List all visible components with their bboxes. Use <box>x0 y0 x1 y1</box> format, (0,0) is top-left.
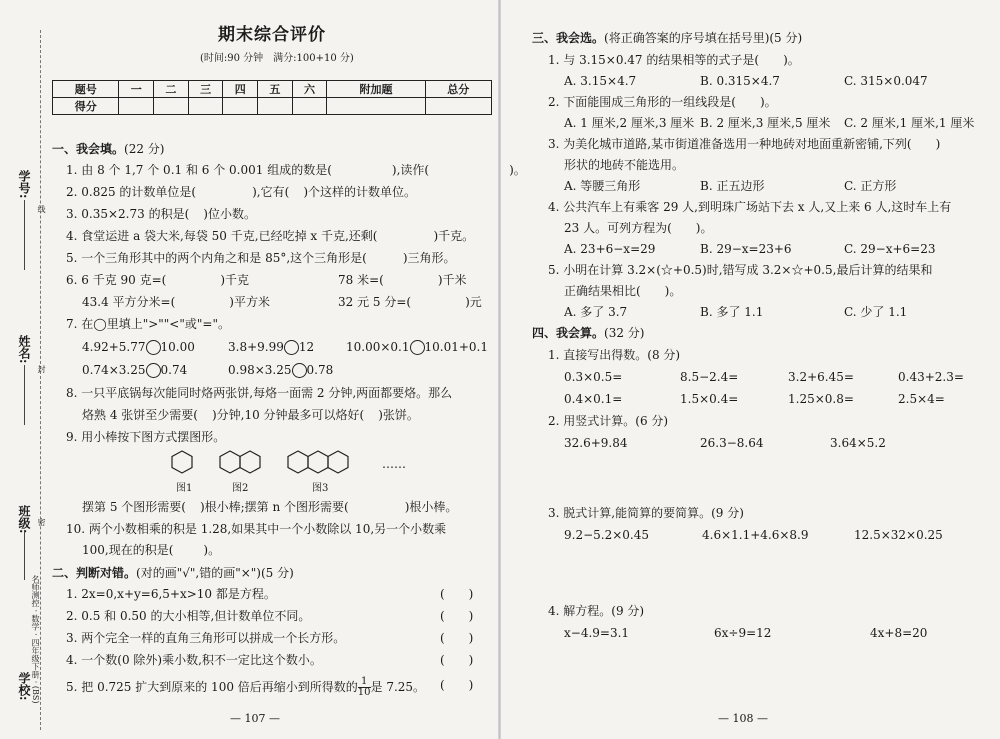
judge-q5: 5. 把 0.725 扩大到原来的 100 倍后再缩小到所得数的 $\frac{1}{10}$ 是 7.25。 <box>66 676 426 698</box>
figure-3-label: 图3 <box>312 483 329 494</box>
score-input[interactable] <box>292 98 327 115</box>
score-cell: 总分 <box>425 81 491 98</box>
fill-q6-1: 6. 6 千克 90 克=( )千克 <box>66 273 250 287</box>
choice-option[interactable]: C. 315×0.047 <box>844 74 928 88</box>
score-input[interactable] <box>154 98 189 115</box>
page-number: — 108 — <box>718 712 768 725</box>
judge-q3: 3. 两个完全一样的直角三角形可以拼成一个长方形。 <box>66 631 346 645</box>
page-subtitle: (时间:90 分钟 满分:100+10 分) <box>200 53 354 64</box>
choice-q4-line2: 23 人。可列方程为( )。 <box>564 221 713 235</box>
compare-circle[interactable] <box>292 363 307 378</box>
choice-option[interactable]: C. 正方形 <box>844 179 897 193</box>
choice-option[interactable]: A. 23+6−x=29 <box>564 242 656 256</box>
hexagon-shape <box>220 451 240 473</box>
score-table-score-row <box>53 98 492 115</box>
choice-q3-line2: 形状的地砖不能选用。 <box>564 158 685 172</box>
choice-q5-line2: 正确结果相比( )。 <box>564 284 682 298</box>
score-input[interactable] <box>223 98 258 115</box>
judge-answer-paren[interactable]: ( ) <box>440 631 474 645</box>
fill-q4: 4. 食堂运进 a 袋大米,每袋 50 千克,已经吃掉 x 千克,还剩( )千克。 <box>66 229 475 243</box>
section-2-heading: 二、判断对错。(对的画"√",错的画"×")(5 分) <box>52 566 294 580</box>
score-cell: 一 <box>119 81 154 98</box>
compare-circle[interactable] <box>146 363 161 378</box>
school-label: 学校: <box>17 672 31 701</box>
oral-calc-item: 0.43+2.3= <box>898 370 964 384</box>
fill-q9-answer: 摆第 5 个图形需要( )根小棒;摆第 n 个图形需要( )根小棒。 <box>82 500 458 514</box>
calc-part-2-heading: 2. 用竖式计算。(6 分) <box>548 414 669 428</box>
choice-option[interactable]: B. 2 厘米,3 厘米,5 厘米 <box>700 116 831 130</box>
vertical-calc-item: 3.64×5.2 <box>830 436 886 450</box>
fill-q9: 9. 用小棒按下图方式摆图形。 <box>66 430 226 444</box>
page-title: 期末综合评价 <box>218 25 326 45</box>
score-input[interactable] <box>188 98 223 115</box>
section-4-heading: 四、我会算。(32 分) <box>532 326 645 340</box>
score-cell: 四 <box>223 81 258 98</box>
fill-q10-line2: 100,现在的积是( )。 <box>82 543 221 557</box>
compare-circle[interactable] <box>146 340 161 355</box>
fill-q3: 3. 0.35×2.73 的积是( )位小数。 <box>66 207 256 221</box>
score-input[interactable] <box>119 98 154 115</box>
fill-q6-3: 43.4 平方分米=( )平方米 <box>82 295 270 309</box>
choice-option[interactable]: B. 正五边形 <box>700 179 765 193</box>
oral-calc-item: 1.25×0.8= <box>788 392 854 406</box>
judge-q4: 4. 一个数(0 除外)乘小数,积不一定比这个数小。 <box>66 653 322 667</box>
score-cell: 三 <box>188 81 223 98</box>
oral-calc-item: 0.3×0.5= <box>564 370 623 384</box>
oral-calc-item: 8.5−2.4= <box>680 370 739 384</box>
fill-q7: 7. 在◯里填上">""<"或"="。 <box>66 317 230 331</box>
choice-option[interactable]: A. 1 厘米,2 厘米,3 厘米 <box>564 116 695 130</box>
compare-item: 10.00×0.1 10.01+0.1 <box>346 340 488 354</box>
name-line <box>24 365 25 425</box>
page-number: — 107 — <box>230 712 280 725</box>
student-id-line <box>24 200 25 270</box>
judge-answer-paren[interactable]: ( ) <box>440 587 474 601</box>
fill-q8-line2: 烙熟 4 张饼至少需要( )分钟,10 分钟最多可以烙好( )张饼。 <box>82 408 419 422</box>
cut-mark-secret: 密 <box>37 518 46 526</box>
cut-mark-line: 线 <box>37 205 46 213</box>
score-table-header-row <box>53 81 492 98</box>
vertical-calc-item: 32.6+9.84 <box>564 436 628 450</box>
cut-mark-seal: 封 <box>37 365 46 373</box>
judge-answer-paren[interactable]: ( ) <box>440 678 474 692</box>
student-id-label: 学号: <box>17 170 31 199</box>
score-cell: 得分 <box>53 98 119 115</box>
score-cell: 题号 <box>53 81 119 98</box>
hexagon-figures <box>165 447 365 483</box>
score-cell: 二 <box>154 81 189 98</box>
choice-option[interactable]: B. 0.315×4.7 <box>700 74 780 88</box>
score-input[interactable] <box>425 98 491 115</box>
hexagon-shape <box>240 451 260 473</box>
calc-part-4-heading: 4. 解方程。(9 分) <box>548 604 645 618</box>
oral-calc-item: 2.5×4= <box>898 392 945 406</box>
oral-calc-item: 0.4×0.1= <box>564 392 623 406</box>
judge-answer-paren[interactable]: ( ) <box>440 609 474 623</box>
fill-q6-4: 32 元 5 分=( )元 <box>338 295 482 309</box>
calc-part-1-heading: 1. 直接写出得数。(8 分) <box>548 348 681 362</box>
choice-option[interactable]: C. 2 厘米,1 厘米,1 厘米 <box>844 116 975 130</box>
section-3-heading: 三、我会选。(将正确答案的序号填在括号里)(5 分) <box>532 31 803 45</box>
oral-calc-item: 3.2+6.45= <box>788 370 854 384</box>
class-line <box>24 530 25 580</box>
fill-q8-line1: 8. 一只平底锅每次能同时烙两张饼,每烙一面需 2 分钟,两面都要烙。那么 <box>66 386 453 400</box>
equation-item: 6x÷9=12 <box>714 626 772 640</box>
hexagon-shape <box>308 451 328 473</box>
hexagon-shape <box>288 451 308 473</box>
choice-option[interactable]: A. 3.15×4.7 <box>564 74 637 88</box>
oral-calc-item: 1.5×0.4= <box>680 392 739 406</box>
hexagon-shape <box>328 451 348 473</box>
score-input[interactable] <box>258 98 293 115</box>
choice-option[interactable]: B. 多了 1.1 <box>700 305 764 319</box>
figure-continuation-dots: …… <box>382 457 406 471</box>
fill-q10-line1: 10. 两个小数相乘的积是 1.28,如果其中一个小数除以 10,另一个小数乘 <box>66 522 447 536</box>
fraction-one-tenth: $\frac{1}{10}$ <box>357 676 371 698</box>
choice-option[interactable]: C. 29−x+6=23 <box>844 242 936 256</box>
figure-1-label: 图1 <box>176 483 193 494</box>
book-series-label: 名师测控 · 数学 · 四年级下册 · (BS) <box>31 575 40 704</box>
judge-q2: 2. 0.5 和 0.50 的大小相等,但计数单位不同。 <box>66 609 311 623</box>
equation-item: x−4.9=3.1 <box>564 626 630 640</box>
hexagon-shape <box>172 451 192 473</box>
compare-item: 4.92+5.77 10.00 <box>82 340 195 354</box>
calc-part-3-heading: 3. 脱式计算,能简算的要简算。(9 分) <box>548 506 744 520</box>
fill-q2: 2. 0.825 的计数单位是( ),它有( )个这样的计数单位。 <box>66 185 416 199</box>
compare-circle[interactable] <box>410 340 425 355</box>
choice-option[interactable]: B. 29−x=23+6 <box>700 242 792 256</box>
choice-q1: 1. 与 3.15×0.47 的结果相等的式子是( )。 <box>548 53 800 67</box>
compare-item: 3.8+9.99 12 <box>228 340 315 354</box>
judge-q1: 1. 2x=0,x+y=6,5+x>10 都是方程。 <box>66 587 276 601</box>
compare-circle[interactable] <box>284 340 299 355</box>
stepwise-calc-item: 4.6×1.1+4.6×8.9 <box>702 528 809 542</box>
choice-option[interactable]: A. 等腰三角形 <box>564 179 641 193</box>
stepwise-calc-item: 12.5×32×0.25 <box>854 528 943 542</box>
compare-item: 0.74×3.25 0.74 <box>82 363 188 377</box>
score-cell: 五 <box>258 81 293 98</box>
fill-q6-2: 78 米=( )千米 <box>338 273 467 287</box>
judge-answer-paren[interactable]: ( ) <box>440 653 474 667</box>
choice-q3-line1: 3. 为美化城市道路,某市街道准备选用一种地砖对地面重新密铺,下列( ) <box>548 137 941 151</box>
equation-item: 4x+8=20 <box>870 626 928 640</box>
choice-q5-line1: 5. 小明在计算 3.2×(☆+0.5)时,错写成 3.2×☆+0.5,最后计算的结果和 <box>548 263 933 277</box>
score-input[interactable] <box>327 98 425 115</box>
compare-item: 0.98×3.25 0.78 <box>228 363 334 377</box>
score-table <box>52 80 492 115</box>
right-page <box>500 0 1000 739</box>
choice-option[interactable]: A. 多了 3.7 <box>564 305 628 319</box>
score-cell: 六 <box>292 81 327 98</box>
choice-option[interactable]: C. 少了 1.1 <box>844 305 908 319</box>
figure-2-label: 图2 <box>232 483 249 494</box>
score-cell: 附加题 <box>327 81 425 98</box>
choice-q4-line1: 4. 公共汽车上有乘客 29 人,到明珠广场站下去 x 人,又上来 6 人,这时车上有 <box>548 200 952 214</box>
choice-q2: 2. 下面能围成三角形的一组线段是( )。 <box>548 95 777 109</box>
class-label: 班级: <box>17 505 31 534</box>
section-1-heading: 一、我会填。(22 分) <box>52 142 165 156</box>
name-label: 姓名: <box>17 335 31 364</box>
stepwise-calc-item: 9.2−5.2×0.45 <box>564 528 649 542</box>
fill-q1: 1. 由 8 个 1,7 个 0.1 和 6 个 0.001 组成的数是( ),读作( )。 <box>66 163 526 177</box>
vertical-calc-item: 26.3−8.64 <box>700 436 764 450</box>
fill-q5: 5. 一个三角形其中的两个内角之和是 85°,这个三角形是( )三角形。 <box>66 251 456 265</box>
